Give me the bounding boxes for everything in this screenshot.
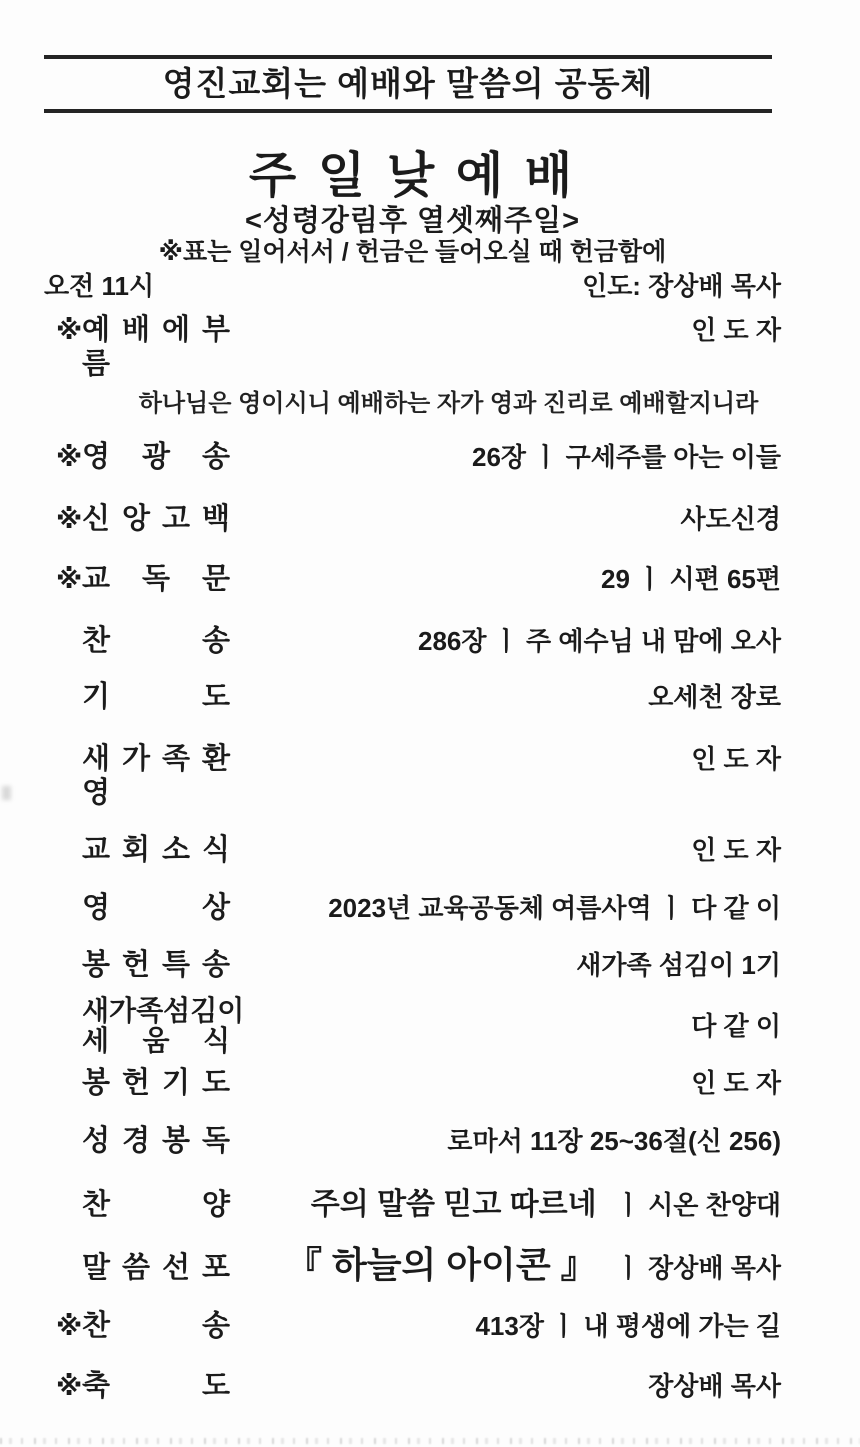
standing-marker: ※: [56, 1371, 83, 1401]
order-item-value: 로마서 11장 25~36절(신 256): [447, 1126, 781, 1156]
standing-marker: ※: [56, 442, 83, 472]
order-item-value: 26장 ㅣ 구세주를 아는 이들: [472, 442, 781, 472]
scan-noise-strip: [0, 1438, 860, 1444]
order-item-value: 인 도 자: [691, 315, 781, 345]
order-item-value: 286장 ㅣ 주 예수님 내 맘에 오사: [418, 626, 781, 656]
order-of-service: [44, 313, 781, 1403]
call-to-worship-verse: 하나님은 영이시니 예배하는 자가 영과 진리로 예배할지니라: [138, 390, 759, 417]
standing-marker: ※: [56, 504, 83, 534]
order-item-label: 봉 헌 특 송: [82, 949, 230, 981]
standing-notice: ※표는 일어서서 / 헌금은 들어오실 때 헌금함에: [158, 238, 667, 266]
order-row: [44, 313, 781, 381]
order-item-value: 사도신경: [680, 504, 781, 534]
order-row: [44, 680, 781, 714]
order-item-value: 장상배 목사: [648, 1371, 781, 1401]
order-row: [44, 1309, 781, 1343]
order-row: [44, 1066, 781, 1100]
order-item-label: 새 가 족 환 영: [82, 743, 230, 809]
service-subtitle: <성령강림후 열셋째주일>: [244, 205, 581, 237]
order-row: [44, 1244, 781, 1289]
order-item-value: 다 같 이: [691, 1011, 781, 1041]
anthem-title: 주의 말씀 믿고 따르네: [310, 1188, 597, 1221]
order-row: [44, 948, 781, 982]
order-item-label: 교 회 소 식: [82, 834, 230, 866]
order-item-value: 2023년 교육공동체 여름사역 ㅣ 다 같 이: [328, 893, 781, 923]
order-item-label: 기 도: [82, 681, 230, 713]
order-item-label: 축 도: [82, 1370, 230, 1402]
order-item-label: [82, 995, 245, 1056]
order-row: [44, 996, 781, 1056]
scan-smudge: [2, 786, 11, 800]
service-presider: 인도: 장상배 목사: [582, 271, 781, 301]
standing-marker: ※: [56, 315, 83, 345]
order-item-value: 인 도 자: [691, 835, 781, 865]
order-item-label: 신 앙 고 백: [82, 503, 230, 535]
service-title: 주 일 낮 예 배: [248, 149, 577, 203]
order-item-label: 찬 송: [82, 1310, 230, 1342]
order-item-label-line1: 새가족섬김이: [82, 995, 245, 1026]
order-item-value: 29 ㅣ 시편 65편: [601, 564, 781, 594]
order-row: [44, 624, 781, 658]
order-item-value: 새가족 섬김이 1기: [576, 950, 781, 980]
order-row: [44, 1188, 781, 1222]
order-item-label: 성 경 봉 독: [82, 1125, 230, 1157]
order-item-label: 봉 헌 기 도: [82, 1067, 230, 1099]
order-row: [44, 742, 781, 810]
order-item-value: 413장 ㅣ 내 평생에 가는 길: [475, 1311, 781, 1341]
order-item-label: 찬 송: [82, 625, 230, 657]
church-motto-banner: [44, 55, 772, 113]
church-motto-text: 영진교회는 예배와 말씀의 공동체: [162, 65, 654, 102]
order-row: [44, 891, 781, 925]
order-item-value: 인 도 자: [691, 744, 781, 774]
order-item-label: 영 상: [82, 892, 230, 924]
sermon-title: 『 하늘의 아이콘 』: [285, 1244, 597, 1285]
order-item-value: [230, 1188, 781, 1222]
order-row: [44, 440, 781, 474]
order-item-value: 오세천 장로: [648, 682, 781, 712]
standing-marker: ※: [56, 1311, 83, 1341]
order-row: [44, 502, 781, 536]
order-item-label: 교 독 문: [82, 563, 230, 595]
anthem-performer: ㅣ 시온 찬양대: [615, 1190, 781, 1220]
service-time: 오전 11시: [44, 271, 155, 301]
order-item-label-line2: 세 움 식: [82, 1025, 230, 1056]
order-item-label: 말 씀 선 포: [82, 1252, 230, 1284]
order-item-value: 인 도 자: [691, 1068, 781, 1098]
order-item-label: 찬 양: [82, 1189, 230, 1221]
order-row: [44, 833, 781, 867]
order-item-label: 예 배 에 부 름: [82, 314, 230, 380]
sermon-preacher: ㅣ 장상배 목사: [615, 1253, 781, 1283]
service-meta-row: [44, 273, 781, 299]
order-row: [44, 1124, 781, 1158]
order-row: [44, 1369, 781, 1403]
order-item-label: 영 광 송: [82, 441, 230, 473]
order-item-value: [230, 1244, 781, 1289]
standing-marker: ※: [56, 564, 83, 594]
order-row: [44, 562, 781, 596]
